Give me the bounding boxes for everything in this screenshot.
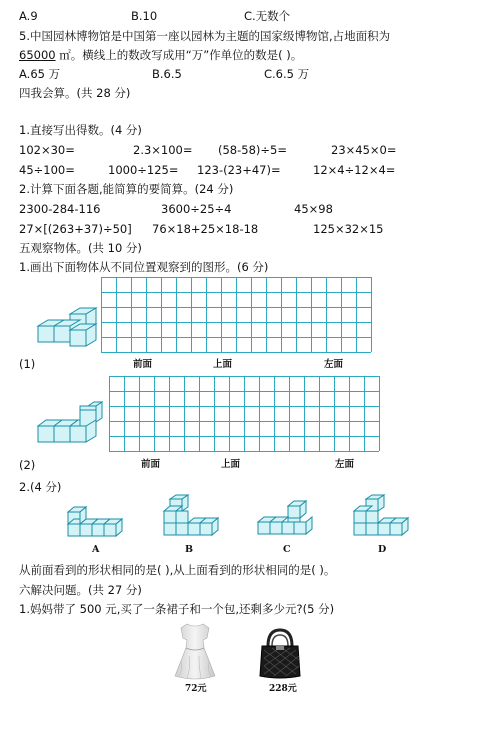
calc-r2c3: 123-(23+47)=	[197, 163, 281, 177]
section-5-heading: 五观察物体。(共 10 分)	[19, 241, 142, 255]
q4-choice-b: B.10	[131, 9, 158, 23]
q5-choice-b: B.6.5	[152, 67, 182, 81]
section-4-heading: 四我会算。(共 28 分)	[19, 86, 131, 100]
cube-figure-1	[36, 303, 98, 353]
section-4-q1: 1.直接写出得数。(4 分)	[19, 123, 142, 137]
grid-1	[101, 277, 372, 353]
q5-line2: 65000 ㎡。横线上的数改写成用“万”作单位的数是( )。	[19, 48, 303, 62]
section-5-q1: 1.画出下面物体从不同位置观察到的图形。(6 分)	[19, 260, 269, 274]
cube-figure-2	[36, 398, 104, 448]
calc-r4c1: 27×[(263+37)÷50]	[19, 222, 132, 236]
option-c-label: C	[283, 544, 291, 555]
view-label-top-1: 上面	[213, 359, 233, 370]
calc-r4c2: 76×18+25×18-18	[152, 222, 259, 236]
bag-price: 228元	[269, 684, 297, 694]
option-d-figure	[352, 495, 412, 537]
option-a-label: A	[92, 544, 100, 555]
dress-image	[173, 622, 217, 680]
calc-r1c2: 2.3×100=	[133, 143, 193, 157]
calc-r2c2: 1000÷125=	[108, 163, 179, 177]
calc-r3c2: 3600÷25÷4	[161, 202, 232, 216]
section-5-q2-text: 从前面看到的形状相同的是( ),从上面看到的形状相同的是( )。	[19, 563, 336, 577]
figure-2-number: (2)	[19, 458, 36, 472]
q5-line1: 5.中国园林博物馆是中国第一座以园林为主题的国家级博物馆,占地面积为	[19, 29, 391, 43]
calc-r3c3: 45×98	[294, 202, 333, 216]
section-4-q2: 2.计算下面各题,能简算的要简算。(24 分)	[19, 182, 234, 196]
q5-choice-c: C.6.5 万	[264, 67, 310, 81]
bag-image	[258, 628, 302, 680]
option-b-label: B	[185, 544, 194, 555]
calc-r1c1: 102×30=	[19, 143, 75, 157]
calc-r4c3: 125×32×15	[313, 222, 384, 236]
grid-2	[109, 376, 380, 452]
view-label-top-2: 上面	[221, 459, 241, 470]
option-a-figure	[66, 500, 126, 538]
q4-choice-c: C.无数个	[244, 9, 291, 23]
option-b-figure	[162, 495, 222, 537]
view-label-front-2: 前面	[141, 459, 161, 470]
calc-r2c4: 12×4÷12×4=	[313, 163, 396, 177]
view-label-front-1: 前面	[133, 359, 153, 370]
calc-r1c3: (58-58)÷5=	[218, 143, 287, 157]
q5-choice-a: A.65 万	[19, 67, 61, 81]
section-6-heading: 六解决问题。(共 27 分)	[19, 583, 142, 597]
view-label-left-1: 左面	[324, 359, 344, 370]
q5-number: 65000	[19, 48, 56, 62]
q4-choice-a: A.9	[19, 9, 38, 23]
calc-r2c1: 45÷100=	[19, 163, 75, 177]
option-d-label: D	[378, 544, 387, 555]
calc-r1c4: 23×45×0=	[331, 143, 397, 157]
figure-1-number: (1)	[19, 357, 36, 371]
section-6-q1: 1.妈妈带了 500 元,买了一条裙子和一个包,还剩多少元?(5 分)	[19, 602, 335, 616]
section-5-q2: 2.(4 分)	[19, 480, 62, 494]
calc-r3c1: 2300-284-116	[19, 202, 101, 216]
view-label-left-2: 左面	[335, 459, 355, 470]
dress-price: 72元	[185, 684, 207, 694]
option-c-figure	[256, 500, 316, 538]
